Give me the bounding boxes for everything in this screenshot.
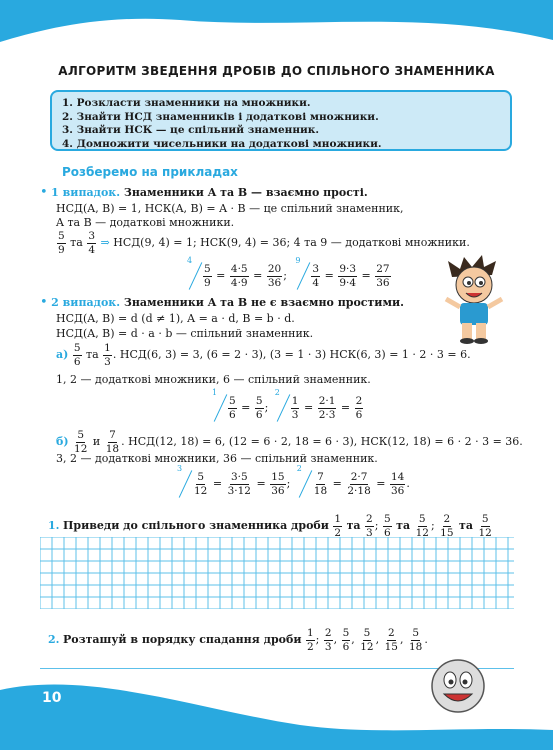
arrow-icon: ⇒ [100, 236, 110, 249]
case1-label: 1 випадок. [51, 186, 121, 199]
boy-mascot-illustration [438, 255, 510, 345]
case2-example-a: а) $\frac{5}{6}$ та $\frac{1}{3}$ . НСД(6, 3) = 3, (6 = 2 · 3), (3 = 1 · 3) НСК(6, 3) = 1 · 2 · 3 = 6. [56, 342, 471, 368]
case2-text: Знаменники A та B не є взаємно простими. [120, 296, 404, 309]
case1-line1: НСД(A, B) = 1, НСК(A, B) = A · B — це спільний знаменник, [56, 202, 404, 215]
task1: 1. Приведи до спільного знаменника дроби $\frac{1}{2}$ та $\frac{2}{3}$ ; $\frac{5}{6}$ та $\frac{5}{12}$ ; $\frac{2}{15}$ та $\frac{5}{12}$ [48, 513, 492, 539]
case1-line2: A та B — додаткові множники. [56, 216, 235, 229]
algorithm-box [50, 90, 512, 151]
case1-computation: 4 $\frac{5}{9}$ = $\frac{4\cdot 5}{4\cdot 9}$ = $\frac{20}{36}$ ; 9 $\frac{3}{4}$ = $\frac{9\cdot 3}{9\cdot 4}$ = $\frac{27}{36}$ [187, 256, 390, 289]
algorithm-step: 1. Розкласти знаменники на множники. [62, 97, 311, 109]
bullet: • [40, 185, 48, 200]
page-title: АЛГОРИТМ ЗВЕДЕННЯ ДРОБІВ ДО СПІЛЬНОГО ЗНАМЕННИКА [58, 64, 495, 78]
case2-b-computation: 3 $\frac{5}{12}$ = $\frac{3\cdot 5}{3\cdot 12}$ = $\frac{15}{36}$ ; 2 $\frac{7}{18}$ = $\frac{2\cdot 7}{2\cdot 18}$ = $\frac{14}{36}$ . [177, 464, 410, 497]
case2-label: 2 випадок. [51, 296, 121, 309]
case2-b-note: 3, 2 — додаткові множники, 36 — спільний знаменник. [56, 452, 378, 465]
examples-heading: Розберемо на прикладах [62, 165, 238, 179]
case2-heading [40, 295, 404, 310]
case2-line2: НСД(A, B) = d · a · b — спільний знаменник. [56, 327, 314, 340]
bullet: • [40, 295, 48, 310]
smiley-face-illustration [428, 656, 488, 716]
case2-a-note: 1, 2 — додаткові множники, 6 — спільний знаменник. [56, 373, 371, 386]
case2-line1: НСД(A, B) = d (d ≠ 1), A = a · d, B = b · d. [56, 312, 295, 325]
algorithm-step: 3. Знайти НСК — це спільний знаменник. [62, 124, 320, 136]
task2: 2. Розташуй в порядку спадання дроби $\frac{1}{2}$ ; $\frac{2}{3}$ , $\frac{5}{6}$ , $\frac{5}{12}$ , $\frac{2}{15}$ , $\frac{5}{18}$ . [48, 627, 428, 653]
algorithm-step: 4. Домножити чисельники на додаткові множники. [62, 137, 382, 150]
case1-heading [40, 185, 368, 200]
page-number: 10 [42, 690, 62, 706]
algorithm-step: 2. Знайти НСД знаменників і додаткові множники. [62, 110, 379, 123]
top-wave-decoration [0, 0, 553, 60]
case2-example-b: б) $\frac{5}{12}$ и $\frac{7}{18}$ . НСД(12, 18) = 6, (12 = 6 · 2, 18 = 6 · 3), НСК(12, 18) = 6 · 2 · 3 = 36. [56, 429, 523, 455]
case1-text: Знаменники A та B — взаємно прості. [120, 186, 368, 199]
grid-answer-area[interactable] [40, 537, 514, 609]
case2-a-computation: 1 $\frac{5}{6}$ = $\frac{5}{6}$ ; 2 $\frac{1}{3}$ = $\frac{2\cdot 1}{2\cdot 3}$ = $\frac{2}{6}$ [212, 388, 363, 421]
case1-example: $\frac{5}{9}$ та $\frac{3}{4}$ ⇒ НСД(9, 4) = 1; НСК(9, 4) = 36; 4 та 9 — додаткові множники. [58, 230, 470, 256]
